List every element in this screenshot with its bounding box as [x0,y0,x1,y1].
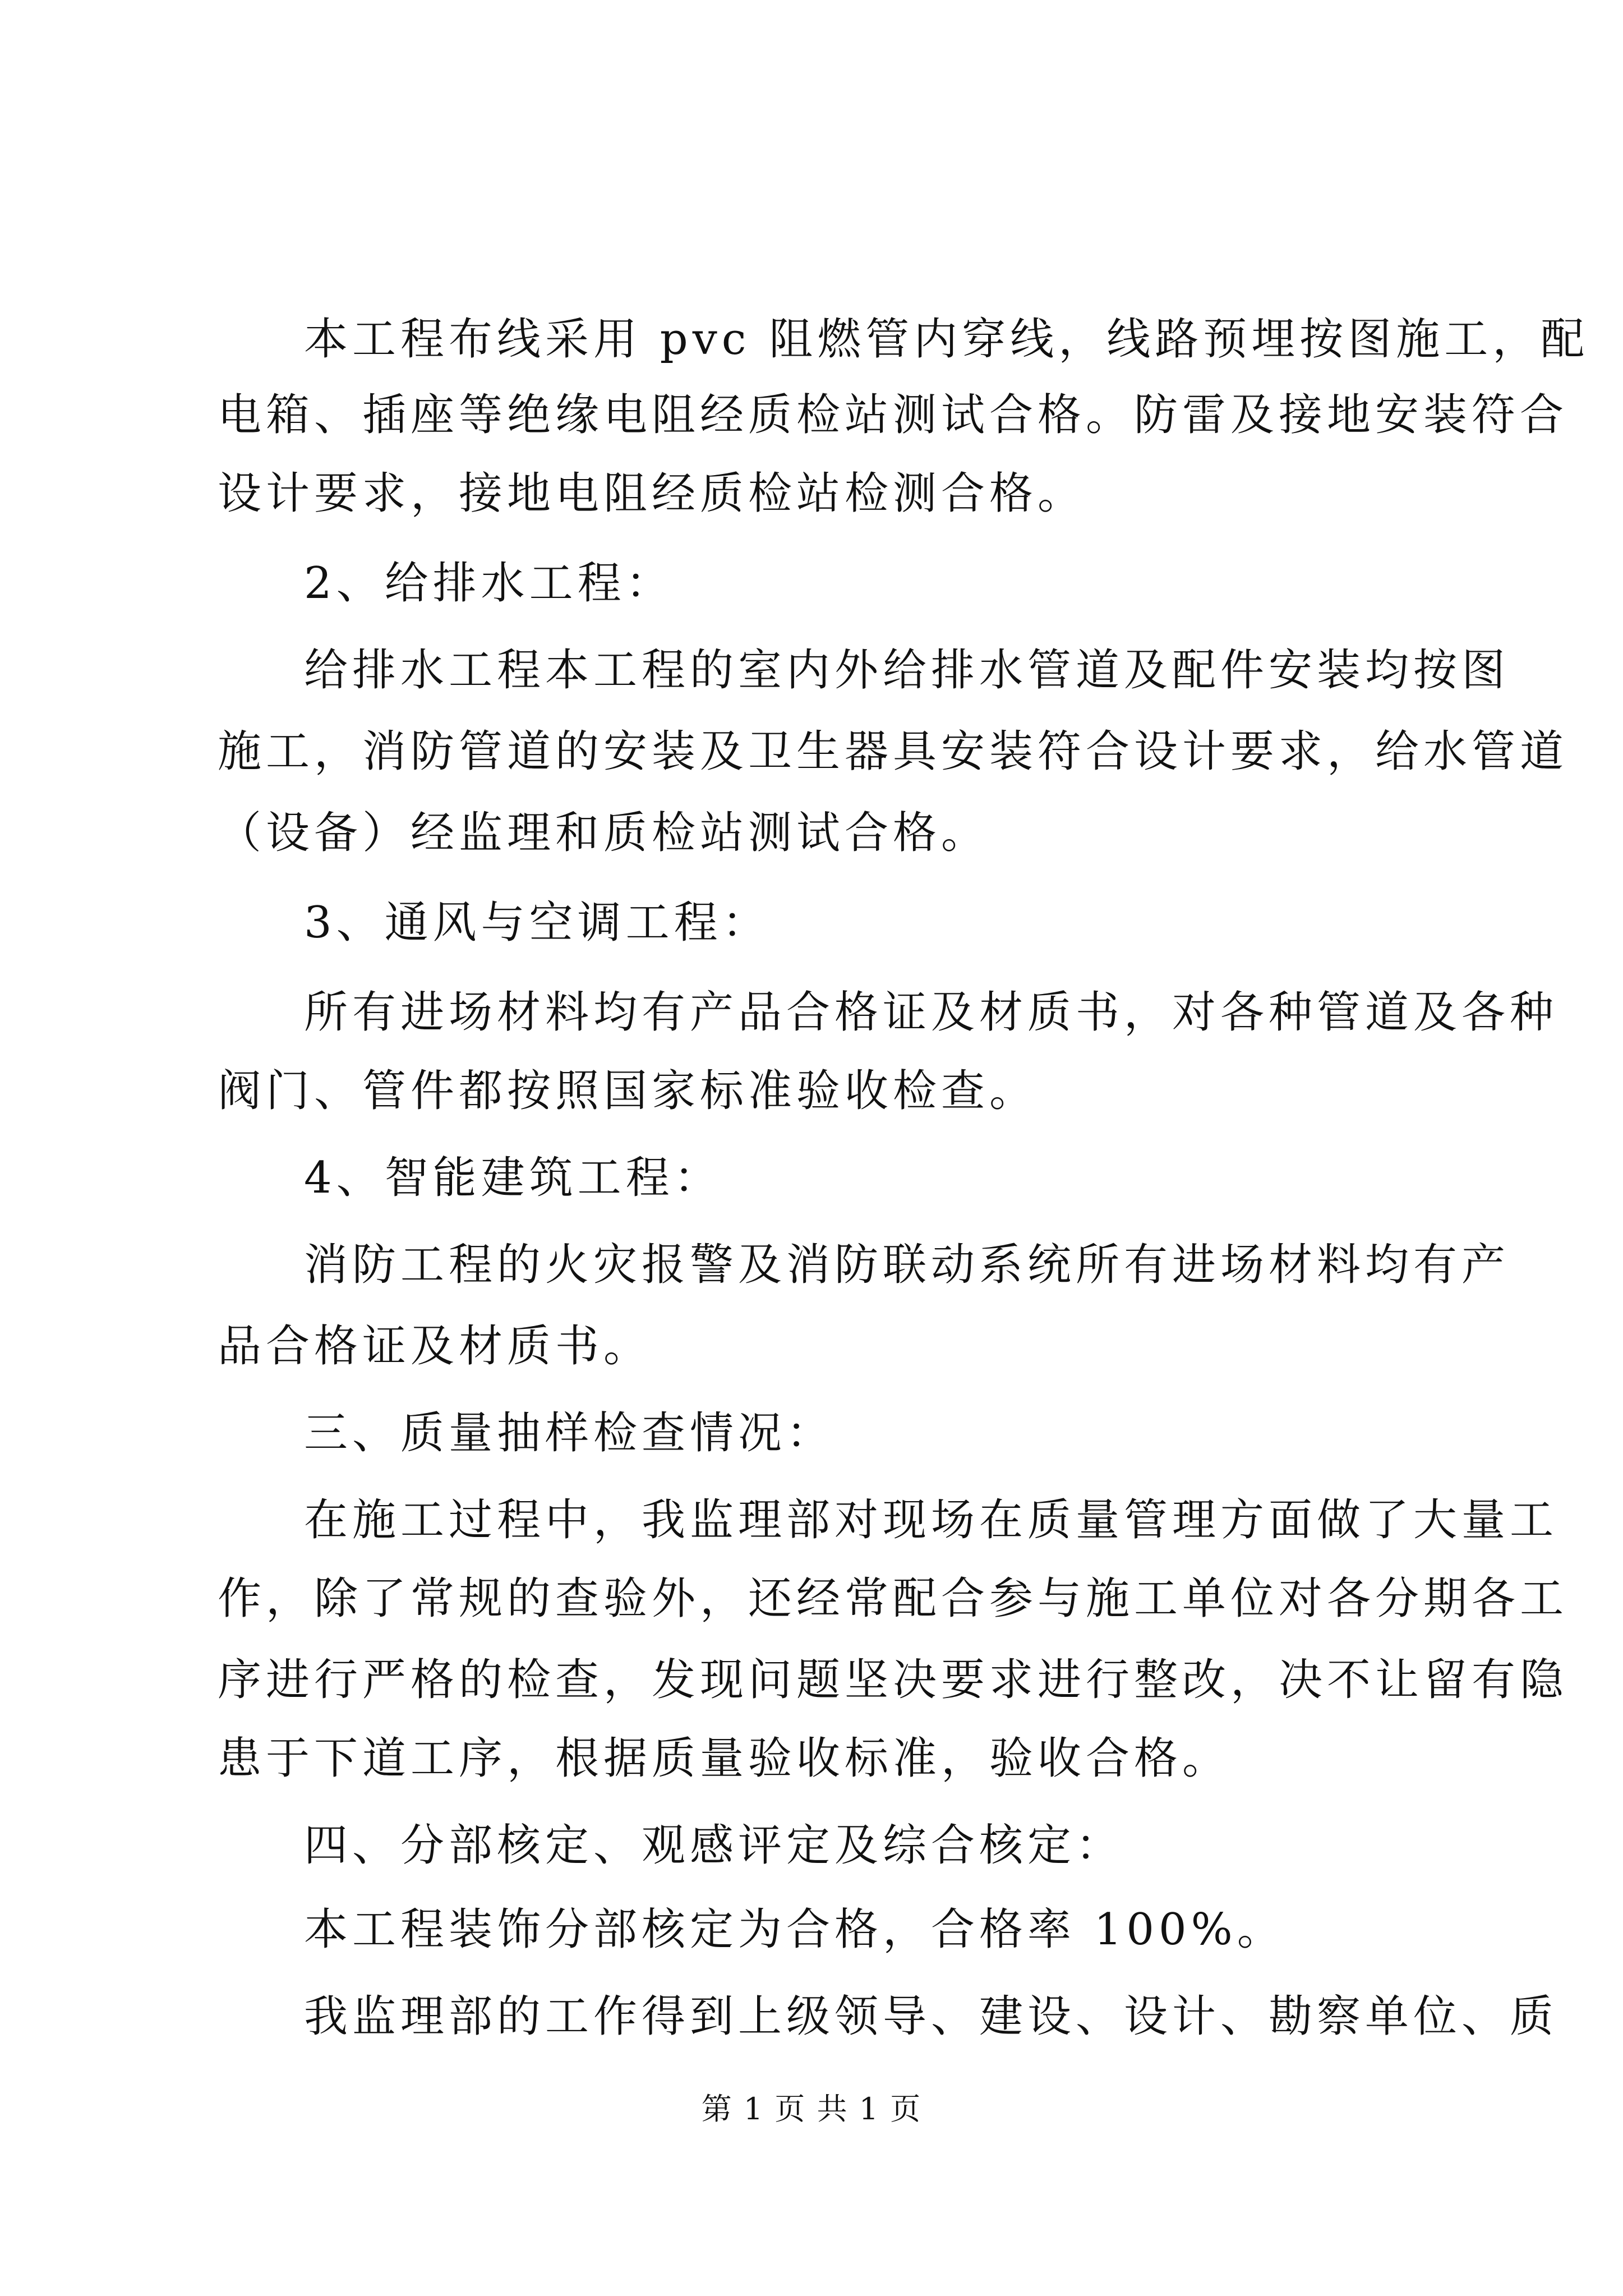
text-line: 我监理部的工作得到上级领导、建设、设计、勘察单位、质 [304,1991,1559,2042]
text-line: 在施工过程中，我监理部对现场在质量管理方面做了大量工 [304,1495,1559,1545]
section-heading: 2、给排水工程： [304,558,674,609]
section-heading: 3、通风与空调工程： [304,898,771,948]
text-line: 患于下道工序，根据质量验收标准，验收合格。 [218,1733,1231,1784]
text-line: 给排水工程本工程的室内外给排水管道及配件安装均按图 [304,645,1510,696]
text-line: 本工程装饰分部核定为合格，合格率 100%。 [304,1904,1285,1955]
text-line: 消防工程的火灾报警及消防联动系统所有进场材料均有产 [304,1240,1510,1290]
text-line: 作，除了常规的查验外，还经常配合参与施工单位对各分期各工 [218,1573,1569,1624]
text-line: （设备）经监理和质检站测试合格。 [218,808,990,858]
text-line: 本工程布线采用 pvc 阻燃管内穿线，线路预埋按图施工，配 [304,314,1589,365]
section-heading: 4、智能建筑工程： [304,1153,722,1203]
page-footer: 第 1 页 共 1 页 [701,2091,922,2127]
section-heading: 四、分部核定、观感评定及综合核定： [304,1820,1124,1871]
section-heading: 三、质量抽样检查情况： [304,1408,835,1458]
text-line: 电箱、插座等绝缘电阻经质检站测试合格。防雷及接地安装符合 [218,390,1569,440]
text-line: 阀门、管件都按照国家标准验收检查。 [218,1066,1038,1116]
text-line: 品合格证及材质书。 [218,1321,652,1372]
text-line: 序进行严格的检查，发现问题坚决要求进行整改，决不让留有隐 [218,1655,1569,1705]
text-line: 所有进场材料均有产品合格证及材质书，对各种管道及各种 [304,987,1559,1038]
text-line: 设计要求，接地电阻经质检站检测合格。 [218,468,1086,519]
text-line: 施工，消防管道的安装及卫生器具安装符合设计要求，给水管道 [218,726,1569,777]
